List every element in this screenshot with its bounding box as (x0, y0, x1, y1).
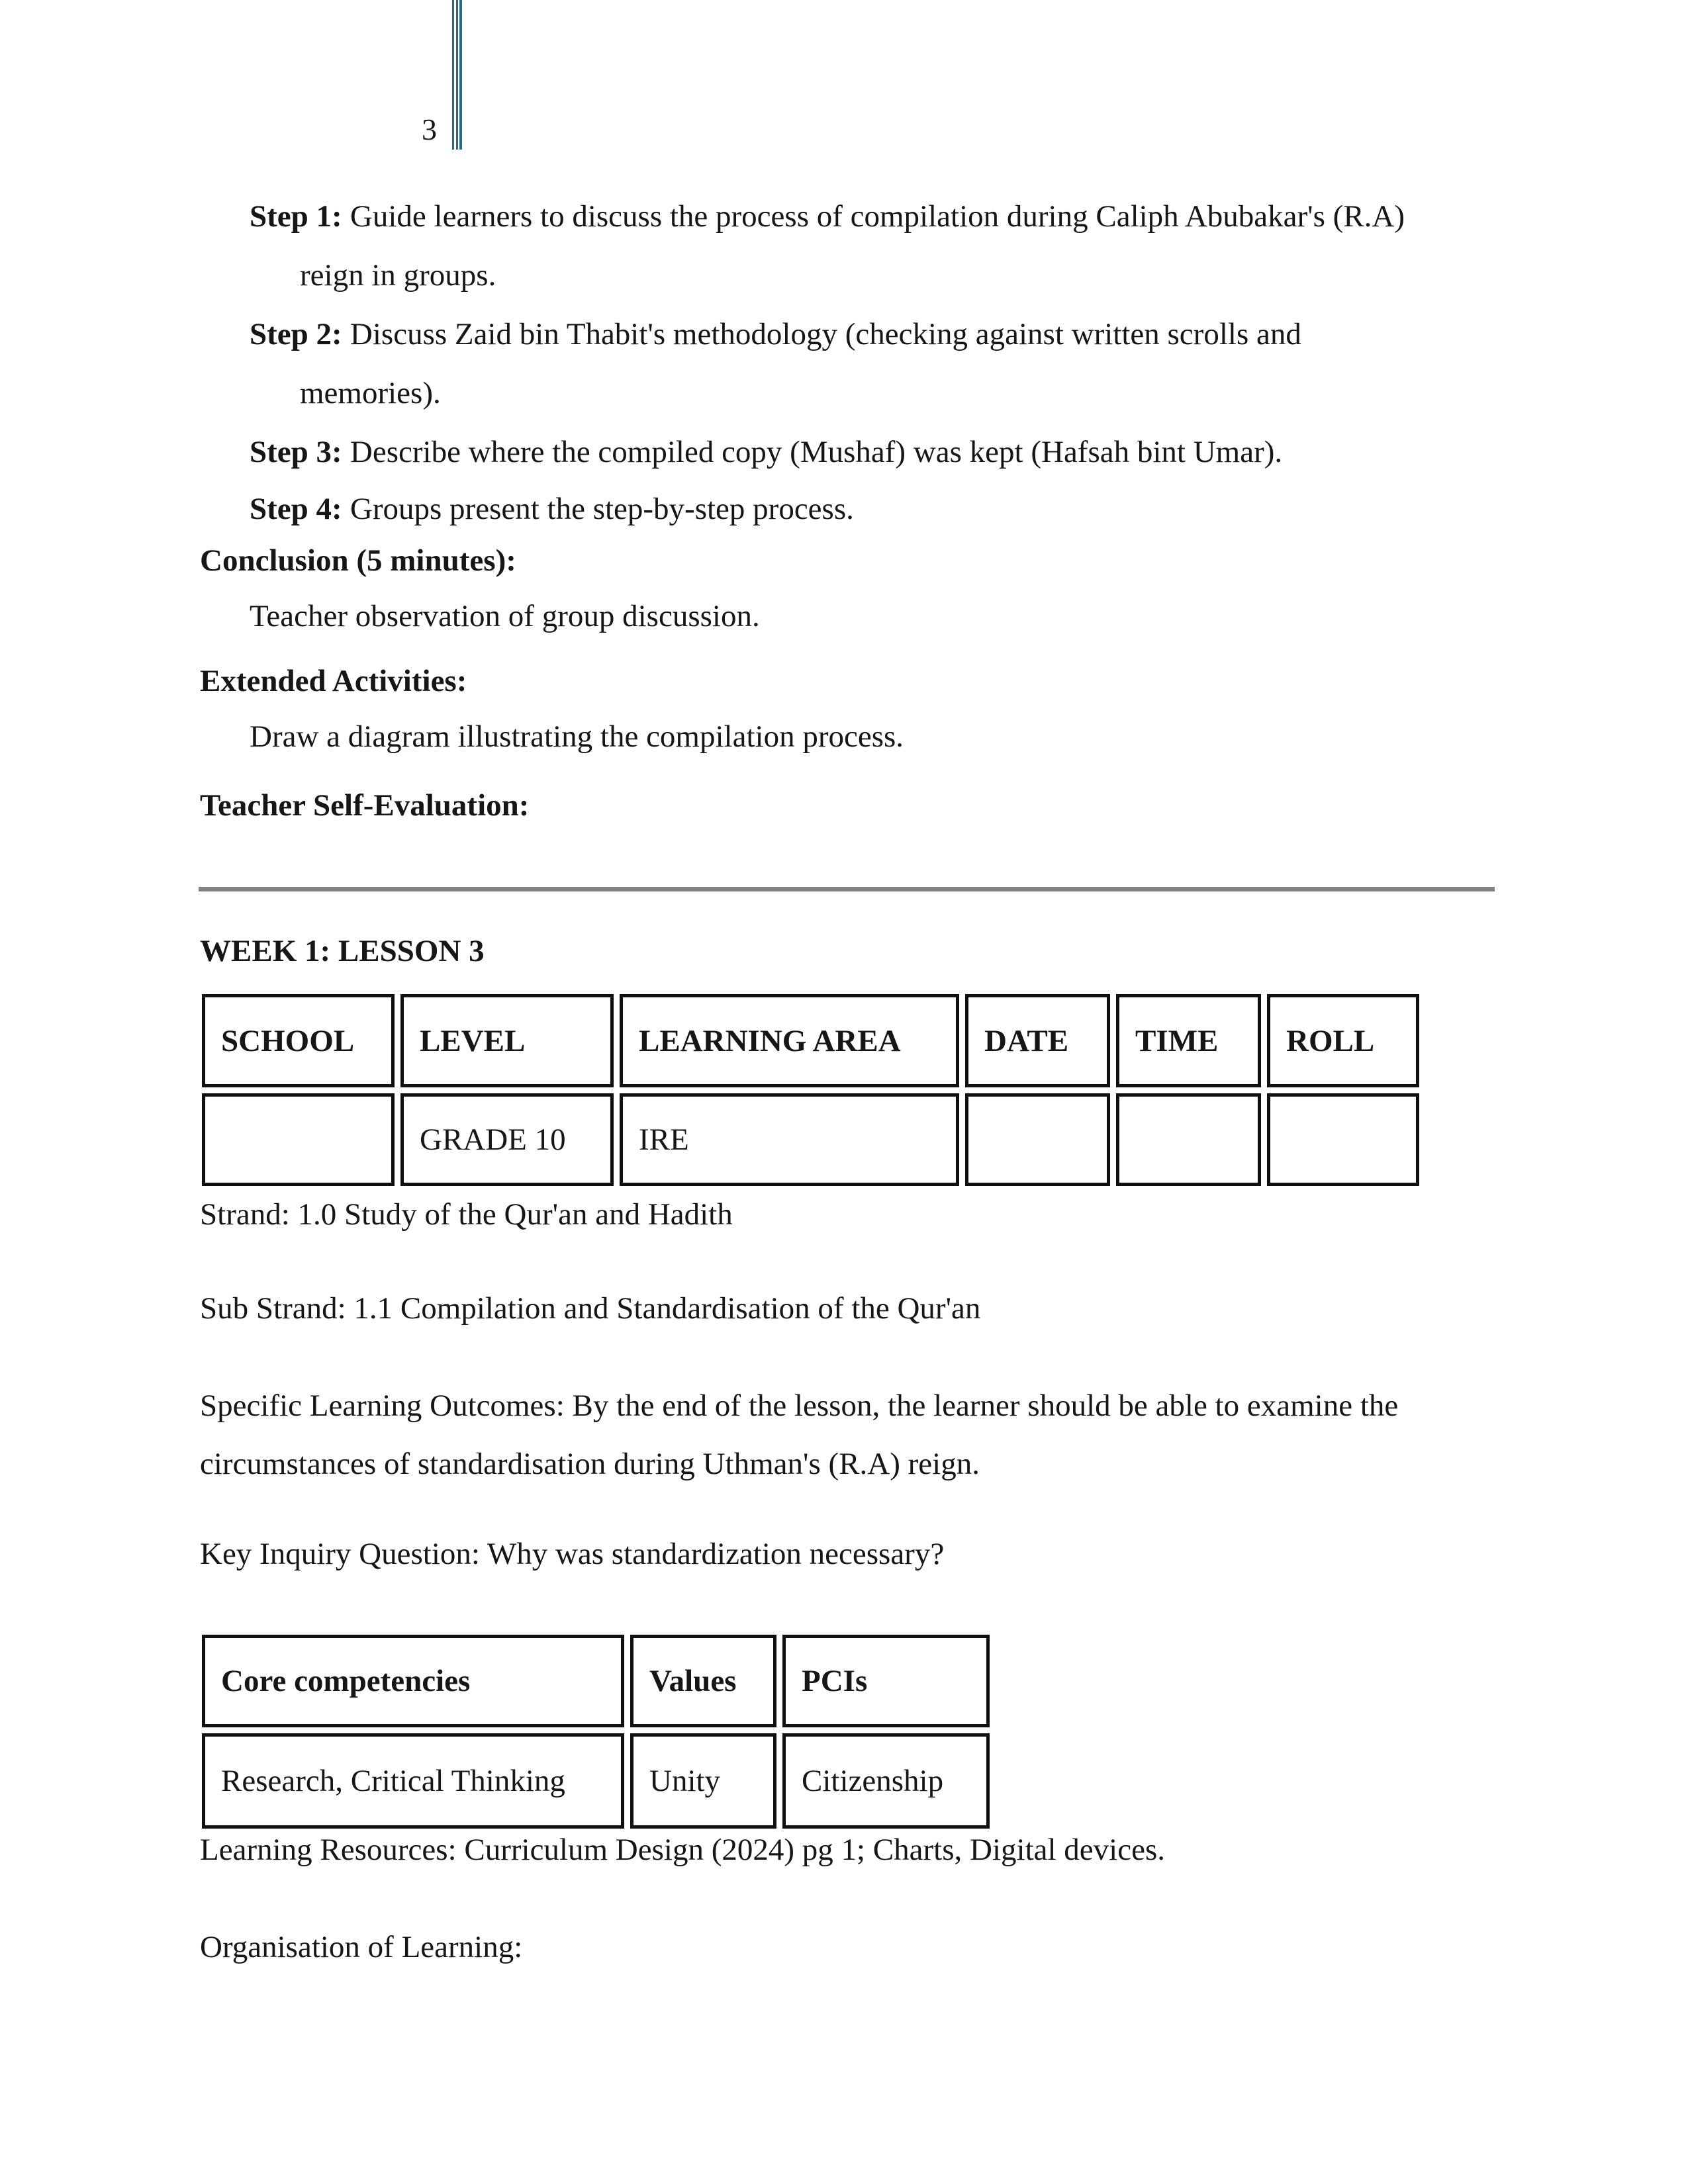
step-1-text: Guide learners to discuss the process of compilation during Caliph Abubakar's (R.A) (350, 199, 1405, 234)
step-4-text: Groups present the step-by-step process. (350, 492, 854, 526)
outcomes-line-2: circumstances of standardisation during Uthman's (R.A) reign. (200, 1447, 980, 1481)
value-cell-learning-area: IRE (620, 1093, 959, 1186)
outcomes-line-1: Specific Learning Outcomes: By the end of the lesson, the learner should be able to examine the (200, 1388, 1399, 1423)
lesson-info-value-row (202, 1093, 1419, 1186)
value-cell-date (965, 1093, 1110, 1186)
header-cell-roll: ROLL (1267, 994, 1419, 1087)
extended-activities-text: Draw a diagram illustrating the compilation process. (250, 719, 904, 754)
value-cell-values: Unity (630, 1733, 776, 1829)
header-cell-date: DATE (965, 994, 1110, 1087)
page-number-accent-bar (452, 0, 462, 150)
lesson-info-header-row (202, 994, 1419, 1087)
value-cell-level: GRADE 10 (400, 1093, 614, 1186)
header-cell-learning-area: LEARNING AREA (620, 994, 959, 1087)
competency-value-row (202, 1733, 990, 1829)
step-4-line (250, 488, 854, 529)
value-cell-time (1116, 1093, 1261, 1186)
header-cell-pcis: PCIs (782, 1635, 990, 1727)
key-inquiry-line: Key Inquiry Question: Why was standardization necessary? (200, 1537, 945, 1571)
header-cell-level: LEVEL (400, 994, 614, 1087)
step-3-text: Describe where the compiled copy (Mushaf) was kept (Hafsah bint Umar). (350, 435, 1283, 469)
competency-header-row (202, 1635, 990, 1727)
organisation-of-learning-heading: Organisation of Learning: (200, 1930, 523, 1964)
header-cell-time: TIME (1116, 994, 1261, 1087)
step-3-line (250, 432, 1282, 473)
step-2-line (250, 314, 1301, 355)
section-divider (199, 887, 1495, 891)
step-2-continuation: memories). (300, 376, 441, 410)
conclusion-heading: Conclusion (5 minutes): (200, 543, 516, 578)
header-cell-school: SCHOOL (202, 994, 395, 1087)
value-cell-school (202, 1093, 395, 1186)
competency-table (196, 1629, 996, 1835)
step-2-label: Step 2: (250, 317, 342, 351)
week-lesson-heading: WEEK 1: LESSON 3 (200, 934, 485, 968)
step-1-label: Step 1: (250, 199, 342, 234)
teacher-self-evaluation-heading: Teacher Self-Evaluation: (200, 788, 530, 823)
step-1-line (250, 196, 1405, 237)
sub-strand-line: Sub Strand: 1.1 Compilation and Standardisation of the Qur'an (200, 1291, 981, 1326)
header-cell-core-competencies: Core competencies (202, 1635, 624, 1727)
value-cell-core-competencies: Research, Critical Thinking (202, 1733, 624, 1829)
conclusion-text: Teacher observation of group discussion. (250, 599, 760, 633)
extended-activities-heading: Extended Activities: (200, 664, 467, 698)
learning-resources-line: Learning Resources: Curriculum Design (2024) pg 1; Charts, Digital devices. (200, 1833, 1165, 1867)
value-cell-roll (1267, 1093, 1419, 1186)
step-2-text: Discuss Zaid bin Thabit's methodology (checking against written scrolls and (350, 317, 1301, 351)
value-cell-pcis: Citizenship (782, 1733, 990, 1829)
step-4-label: Step 4: (250, 492, 342, 526)
strand-line: Strand: 1.0 Study of the Qur'an and Hadith (200, 1197, 733, 1232)
step-3-label: Step 3: (250, 435, 342, 469)
page-number: 3 (422, 113, 437, 146)
lesson-info-table (196, 988, 1425, 1192)
step-1-continuation: reign in groups. (300, 258, 496, 293)
header-cell-values: Values (630, 1635, 776, 1727)
